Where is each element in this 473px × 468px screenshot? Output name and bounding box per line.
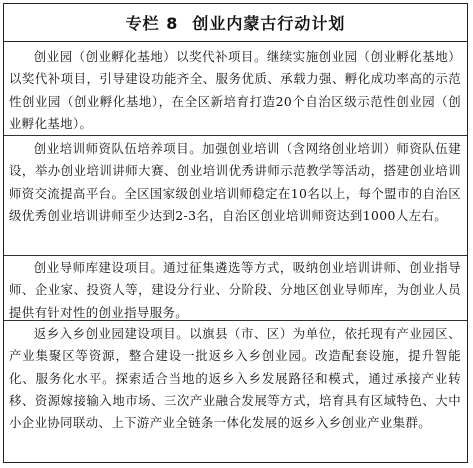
section-divider [4,255,467,256]
project-paragraph-trainer: 创业培训师资队伍培养项目。加强创业培训（含网络创业培训）师资队伍建设，举办创业培训讲师大赛、创业培训优秀讲师示范教学等活动，搭建创业培训师资交流提高平台。全区国家级创业培训师稳定在10名以上，每个盟市的自治区级优秀创业培训讲师至少达到2-3名，自治区创业培训师资达到1000人左右。 [9,141,461,223]
project-paragraph-mentor: 创业导师库建设项目。通过征集遴选等方式，吸纳创业培训讲师、创业指导师、企业家、投资人等，建设分行业、分阶段、分地区创业导师库，为创业人员提供有针对性的创业指导服务。 [9,260,461,320]
section-divider [4,320,467,321]
section-divider [4,135,467,136]
column-number: 专栏 8 [125,14,179,33]
column-title: 创业内蒙古行动计划 [192,14,346,33]
project-paragraph-incubator: 创业园（创业孵化基地）以奖代补项目。继续实施创业园（创业孵化基地）以奖代补项目，引导建设功能齐全、服务优质、承载力强、孵化成功率高的示范性创业园（创业孵化基地），在全区新培育打造20个自治区级示范性创业园（创业孵化基地）。 [9,49,461,131]
project-paragraph-return-home: 返乡入乡创业园建设项目。以旗县（市、区）为单位，依托现有产业园区、产业集聚区等资源，整合建设一批返乡入乡创业园。改造配套设施，提升智能化、服务化水平。探索适合当地的返乡入乡发展路径和模式，通过承接产业转移、资源嫁接输入地市场、三次产业融合发展等方式，培育具有区域特色、大中小企业协同联动、上下游产业全链条一体化发展的返乡入乡创业产业集群。 [9,326,461,431]
column-box [3,3,468,463]
column-header [4,4,467,42]
